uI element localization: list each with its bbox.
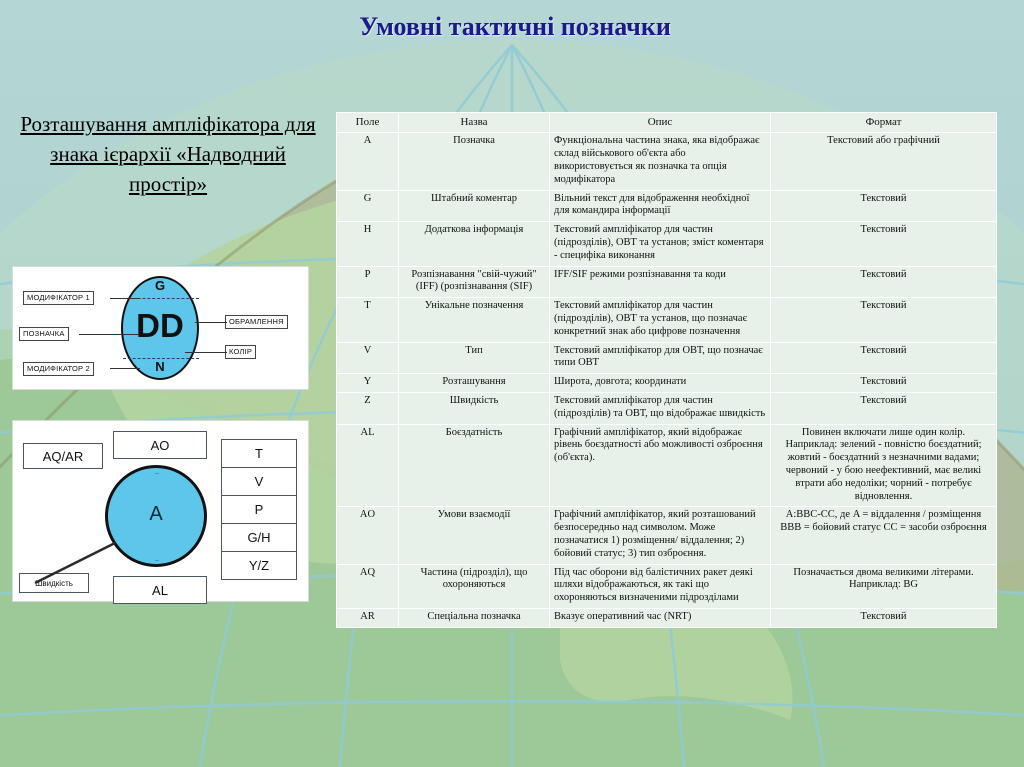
leader-line-color [185,352,227,353]
label-marker: ПОЗНАЧКА [19,327,69,341]
cell-name: Спеціальна позначка [399,608,550,627]
cell-format: A:BBC-CC, де A = віддалення / розміщення BBB = бойовий статус CC = засоби озброєння [771,507,997,564]
cell-description: Функціональна частина знака, яка відображає склад військового об'єкта або використовується як позначка та опція модифікатора [550,133,771,190]
table-row [337,133,997,190]
symbol-bottom-letter: N [155,359,165,374]
page-title: Умовні тактичні позначки [359,12,671,41]
cell-description: Вільний текст для відображення необхідної для командира інформації [550,190,771,222]
cell-name: Умови взаємодії [399,507,550,564]
amplifier-fields-table [336,112,997,628]
box-aq-ar: AQ/AR [23,443,103,469]
leader-line-modifier-1 [110,298,140,299]
column-header-field: Поле [337,113,399,133]
table-row [337,424,997,507]
box-right-0: T [221,439,297,468]
leader-line-frame [195,322,227,323]
cell-description: Текстовий ампліфікатор для частин (підрозділів) та ОВТ, що відображає швидкість [550,392,771,424]
cell-description: Широта, довгота; координати [550,374,771,393]
table-row [337,190,997,222]
cell-field: AO [337,507,399,564]
table-row [337,608,997,627]
cell-field: V [337,342,399,374]
leader-line-speed [33,541,117,585]
box-right-3: G/H [221,523,297,552]
table-row [337,222,997,266]
label-color: КОЛІР [225,345,256,359]
cell-name: Частина (підрозділ), що охороняються [399,564,550,608]
cell-field: AL [337,424,399,507]
left-section-heading [18,110,318,199]
box-right-4: Y/Z [221,551,297,580]
cell-description: Графічний ампліфікатор, який розташований безпосередньо над символом. Може позначатися 1) розміщення/ віддалення; 2) бойовий статус; 3) тип озброєння. [550,507,771,564]
cell-description: Графічний ампліфікатор, який відображає рівень боєздатності або можливості озброєння (об'єкта). [550,424,771,507]
cell-field: A [337,133,399,190]
cell-description: Під час оборони від балістичних ракет деякі шляхи відображаються, як такі що охороняються визначеними підрозділами [550,564,771,608]
leader-line-marker [79,334,139,335]
cell-format: Текстовий або графічний [771,133,997,190]
table-row [337,342,997,374]
symbol-top-letter: G [154,278,166,293]
cell-description: Текстовий ампліфікатор для ОВТ, що позначає типи ОВТ [550,342,771,374]
cell-name: Позначка [399,133,550,190]
box-ao: AO [113,431,207,459]
cell-name: Швидкість [399,392,550,424]
cell-field: AR [337,608,399,627]
hierarchy-symbol-figure [12,266,309,390]
cell-field: P [337,266,399,298]
cell-description: Текстовий ампліфікатор для частин (підрозділів), ОВТ та установ, що позначає конкретний знак або цифрове позначення [550,298,771,342]
cell-format: Текстовий [771,266,997,298]
amplifier-fields-table-wrapper [336,112,996,628]
box-right-1: V [221,467,297,496]
cell-description: Текстовий ампліфікатор для частин (підрозділів), ОВТ та установ; зміст коментаря - специфіка виконання [550,222,771,266]
table-row [337,298,997,342]
cell-format: Текстовий [771,190,997,222]
table-header-row [337,113,997,133]
cell-name: Додаткова інформація [399,222,550,266]
label-modifier-1: МОДИФІКАТОР 1 [23,291,94,305]
cell-format: Текстовий [771,392,997,424]
amplifier-placement-figure [12,420,309,602]
cell-format: Текстовий [771,342,997,374]
cell-format: Повинен включати лише один колір. Наприклад: зелений - повністю боєздатний; жовтий - боєздатний з незначними вадами; червоний - у бою неефективний, має великі втрати або недоліки; чорний - потребує відновлення. [771,424,997,507]
label-modifier-2: МОДИФІКАТОР 2 [23,362,94,376]
table-row [337,374,997,393]
cell-description: Вказує оперативний час (NRT) [550,608,771,627]
cell-format: Текстовий [771,298,997,342]
label-speed: Швидкість [19,573,89,593]
table-body [337,133,997,627]
cell-format: Позначається двома великими літерами. Наприклад: BG [771,564,997,608]
cell-name: Розпізнавання "свій-чужий" (IFF) (розпізнавання (SIF) [399,266,550,298]
cell-field: AQ [337,564,399,608]
cell-name: Боєздатність [399,424,550,507]
cell-format: Текстовий [771,608,997,627]
cell-field: T [337,298,399,342]
column-header-name: Назва [399,113,550,133]
symbol-center-letter: A [149,503,163,525]
box-al: AL [113,576,207,604]
left-section-heading-text: Розташування ампліфікатора для знака ієрархії «Надводний простір» [20,112,316,196]
table-row [337,392,997,424]
cell-name: Розташування [399,374,550,393]
leader-line-modifier-2 [110,368,140,369]
table-row [337,266,997,298]
cell-field: Z [337,392,399,424]
label-frame: ОБРАМЛЕННЯ [225,315,288,329]
box-right-2: P [221,495,297,524]
table-row [337,507,997,564]
cell-name: Штабний коментар [399,190,550,222]
column-header-format: Формат [771,113,997,133]
table-row [337,564,997,608]
cell-description: IFF/SIF режими розпізнавання та коди [550,266,771,298]
cell-field: G [337,190,399,222]
cell-format: Текстовий [771,222,997,266]
column-header-description: Опис [550,113,771,133]
symbol-center-text: DD [136,307,184,344]
cell-field: Y [337,374,399,393]
cell-name: Унікальне позначення [399,298,550,342]
cell-field: H [337,222,399,266]
cell-format: Текстовий [771,374,997,393]
cell-name: Тип [399,342,550,374]
